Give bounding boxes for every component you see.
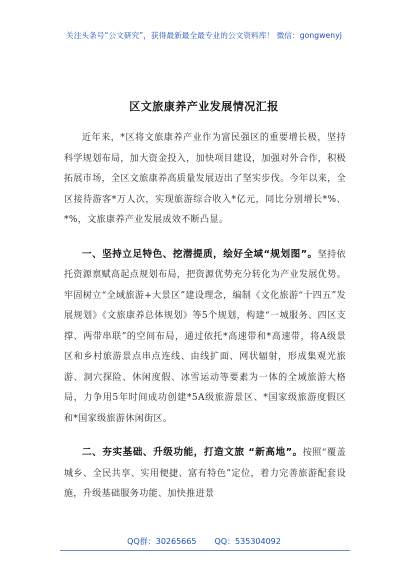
section-1-body: 坚持依托资源禀赋高起点规划布局，把资源优势充分转化为产业发展优势。牢固树立“全域旅游+大景区”建设理念，编制《文化旅游“十四五”发展规划》《文旅康养总体规划》等5个规划，构建“一城服务、四区支撑、两带串联”的空间布局，通过依托*高速带和*高速带，将A级景区和乡村旅游景点串点连线、由线扩面、网状辐射，形成集观光旅游、洞穴探险、休闲度假、冰雪运动等要素为一体的全域旅游大格局，力争用5年时间成功创建*5A级旅游景区、*国家级旅游度假区和*国家级旅游休闲街区。 xyxy=(64,249,347,424)
footer-contact xyxy=(0,536,408,547)
section-2-paragraph xyxy=(64,443,346,505)
qq-group-label: QQ群：30265665 xyxy=(127,537,197,546)
header-note: 关注头条号“公文研究”，获得最新最全最专业的公文资料库！ 微信：gongwenyj xyxy=(66,31,342,40)
section-2-body: 按照“覆盖城乡、全民共享、实用便捷、富有特色”定位，着力完善旅游配套设施，升级基础服务功能、加快推进景 xyxy=(64,448,346,499)
intro-paragraph: 近年来，*区将文旅康养产业作为富民强区的重要增长极，坚持科学规划布局，加大资金投入，加快项目建设，加强对外合作，积极拓展市场，全区文旅康养高质量发展迈出了坚实步伐。今年以来，全区接待游客*万人次，实现旅游综合收入*亿元，同比分别增长*%、*%，文旅康养产业发展成效不断凸显。 xyxy=(64,133,347,225)
document-body xyxy=(64,128,346,505)
qq-number-label: QQ：535304092 xyxy=(214,537,281,546)
section-1-heading: 一、坚持立足特色、挖潜提质，绘好全域“规划图”。 xyxy=(82,248,318,260)
footer-rule xyxy=(60,550,350,551)
section-1-paragraph xyxy=(64,245,346,430)
document-title: 区文旅康养产业发展情况汇报 xyxy=(129,100,279,113)
section-2-heading: 二、夯实基础、升级功能，打造文旅 “新高地”。 xyxy=(82,447,303,458)
